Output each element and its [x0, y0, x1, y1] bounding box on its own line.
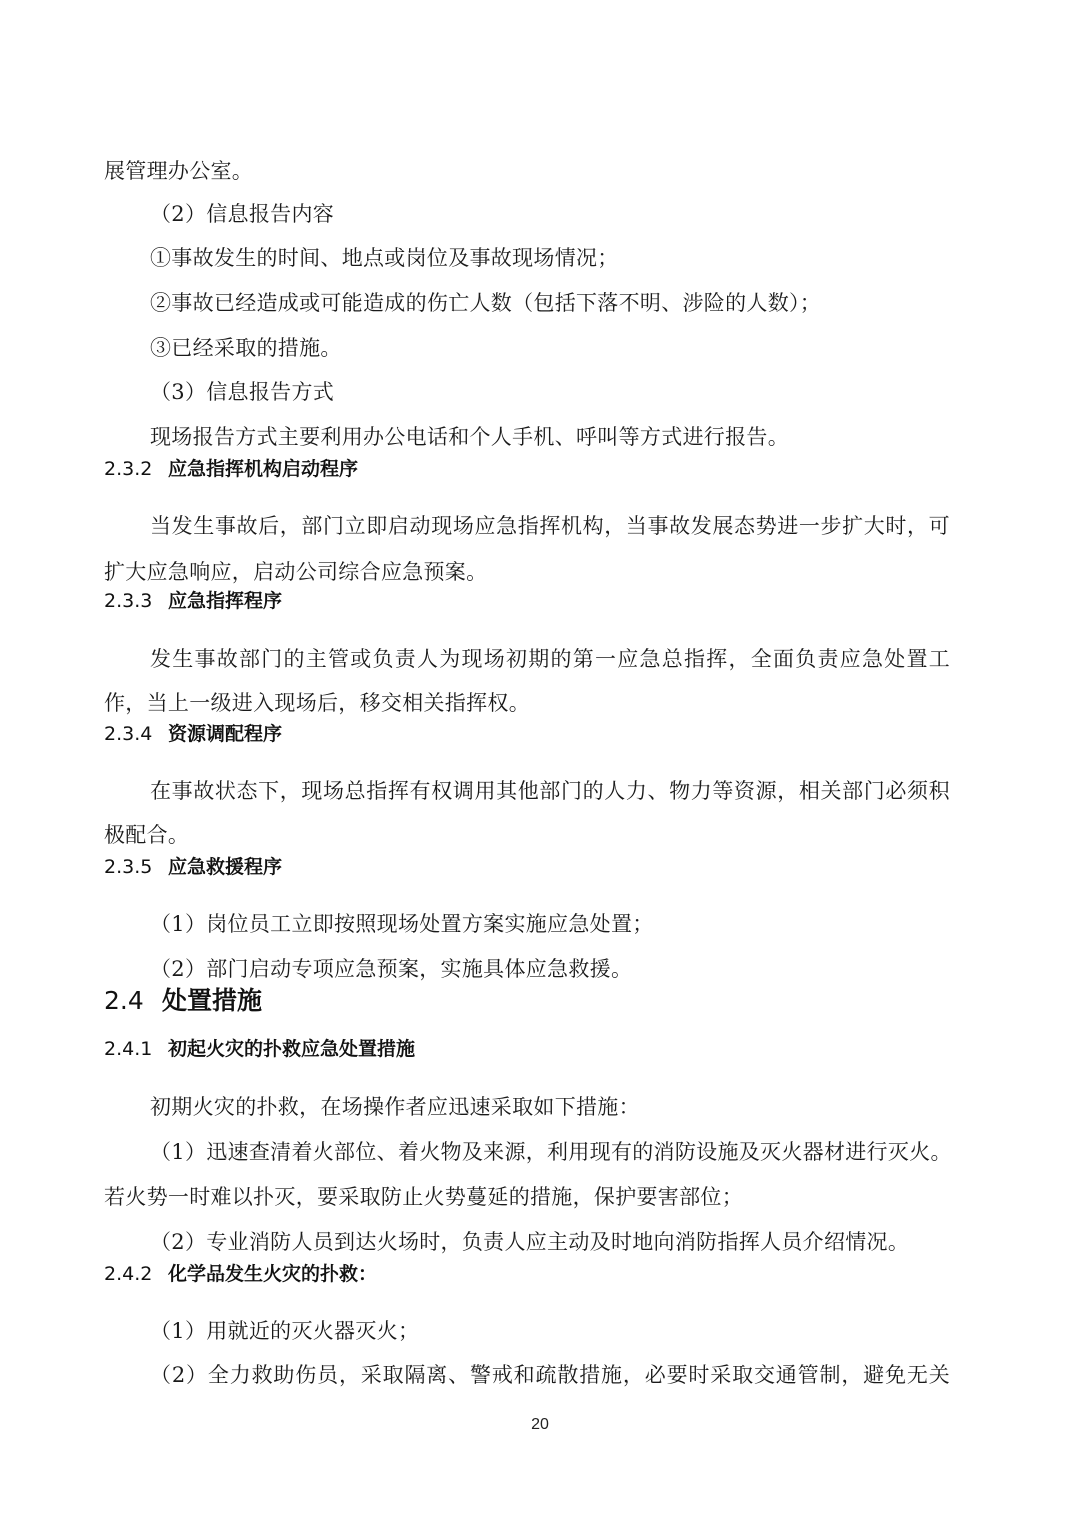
list-heading: （3）信息报告方式 — [150, 380, 335, 404]
section-number: 2.4 — [104, 986, 144, 1015]
text-line: 若火势一时难以扑灭，要采取防止火势蔓延的措施，保护要害部位； — [104, 1185, 743, 1209]
list-item: （2）全力救助伤员，采取隔离、警戒和疏散措施，必要时采取交通管制，避免无关 — [150, 1363, 950, 1387]
section-title: 应急救援程序 — [168, 856, 283, 878]
section-title: 应急指挥机构启动程序 — [168, 458, 359, 480]
list-item: ③已经采取的措施。 — [150, 336, 342, 360]
list-item: （2）部门启动专项应急预案，实施具体应急救援。 — [150, 957, 633, 981]
section-heading-2-4-1 — [104, 1036, 415, 1062]
list-heading: （2）信息报告内容 — [150, 202, 335, 226]
section-number: 2.3.3 — [104, 590, 153, 612]
section-heading-2-4 — [104, 986, 262, 1016]
text-line: 极配合。 — [104, 823, 190, 847]
section-title: 初起火灾的扑救应急处置措施 — [168, 1038, 416, 1060]
section-heading-2-3-5 — [104, 854, 282, 880]
section-heading-2-3-3 — [104, 588, 282, 614]
list-item: （1）迅速查清着火部位、着火物及来源，利用现有的消防设施及灭火器材进行灭火。 — [150, 1140, 952, 1164]
text-line: 初期火灾的扑救，在场操作者应迅速采取如下措施： — [150, 1095, 640, 1119]
section-heading-2-3-4 — [104, 721, 282, 747]
section-number: 2.3.4 — [104, 723, 153, 745]
section-heading-2-4-2 — [104, 1261, 377, 1287]
text-line: 在事故状态下，现场总指挥有权调用其他部门的人力、物力等资源，相关部门必须积 — [150, 779, 950, 803]
section-heading-2-3-2 — [104, 456, 358, 482]
list-item: ②事故已经造成或可能造成的伤亡人数（包括下落不明、涉险的人数）； — [150, 291, 822, 315]
text-line: 扩大应急响应，启动公司综合应急预案。 — [104, 560, 488, 584]
list-item: （2）专业消防人员到达火场时，负责人应主动及时地向消防指挥人员介绍情况。 — [150, 1230, 910, 1254]
section-number: 2.3.5 — [104, 856, 153, 878]
text-line: 作，当上一级进入现场后，移交相关指挥权。 — [104, 691, 530, 715]
page-number: 20 — [531, 1416, 549, 1433]
text-line: 当发生事故后，部门立即启动现场应急指挥机构，当事故发展态势进一步扩大时，可 — [150, 514, 950, 538]
section-title: 资源调配程序 — [168, 723, 283, 745]
text-line: 发生事故部门的主管或负责人为现场初期的第一应急总指挥，全面负责应急处置工 — [150, 647, 950, 671]
text-line: 展管理办公室。 — [104, 159, 254, 183]
section-number: 2.4.1 — [104, 1038, 153, 1060]
text-line: 现场报告方式主要利用办公电话和个人手机、呼叫等方式进行报告。 — [150, 425, 789, 449]
section-number: 2.4.2 — [104, 1263, 153, 1285]
section-title: 应急指挥程序 — [168, 590, 283, 612]
section-number: 2.3.2 — [104, 458, 153, 480]
list-item: （1）岗位员工立即按照现场处置方案实施应急处置； — [150, 912, 654, 936]
section-title: 化学品发生火灾的扑救： — [168, 1263, 378, 1285]
section-title: 处置措施 — [162, 986, 263, 1015]
list-item: （1）用就近的灭火器灭火； — [150, 1319, 420, 1343]
list-item: ①事故发生的时间、地点或岗位及事故现场情况； — [150, 246, 619, 270]
